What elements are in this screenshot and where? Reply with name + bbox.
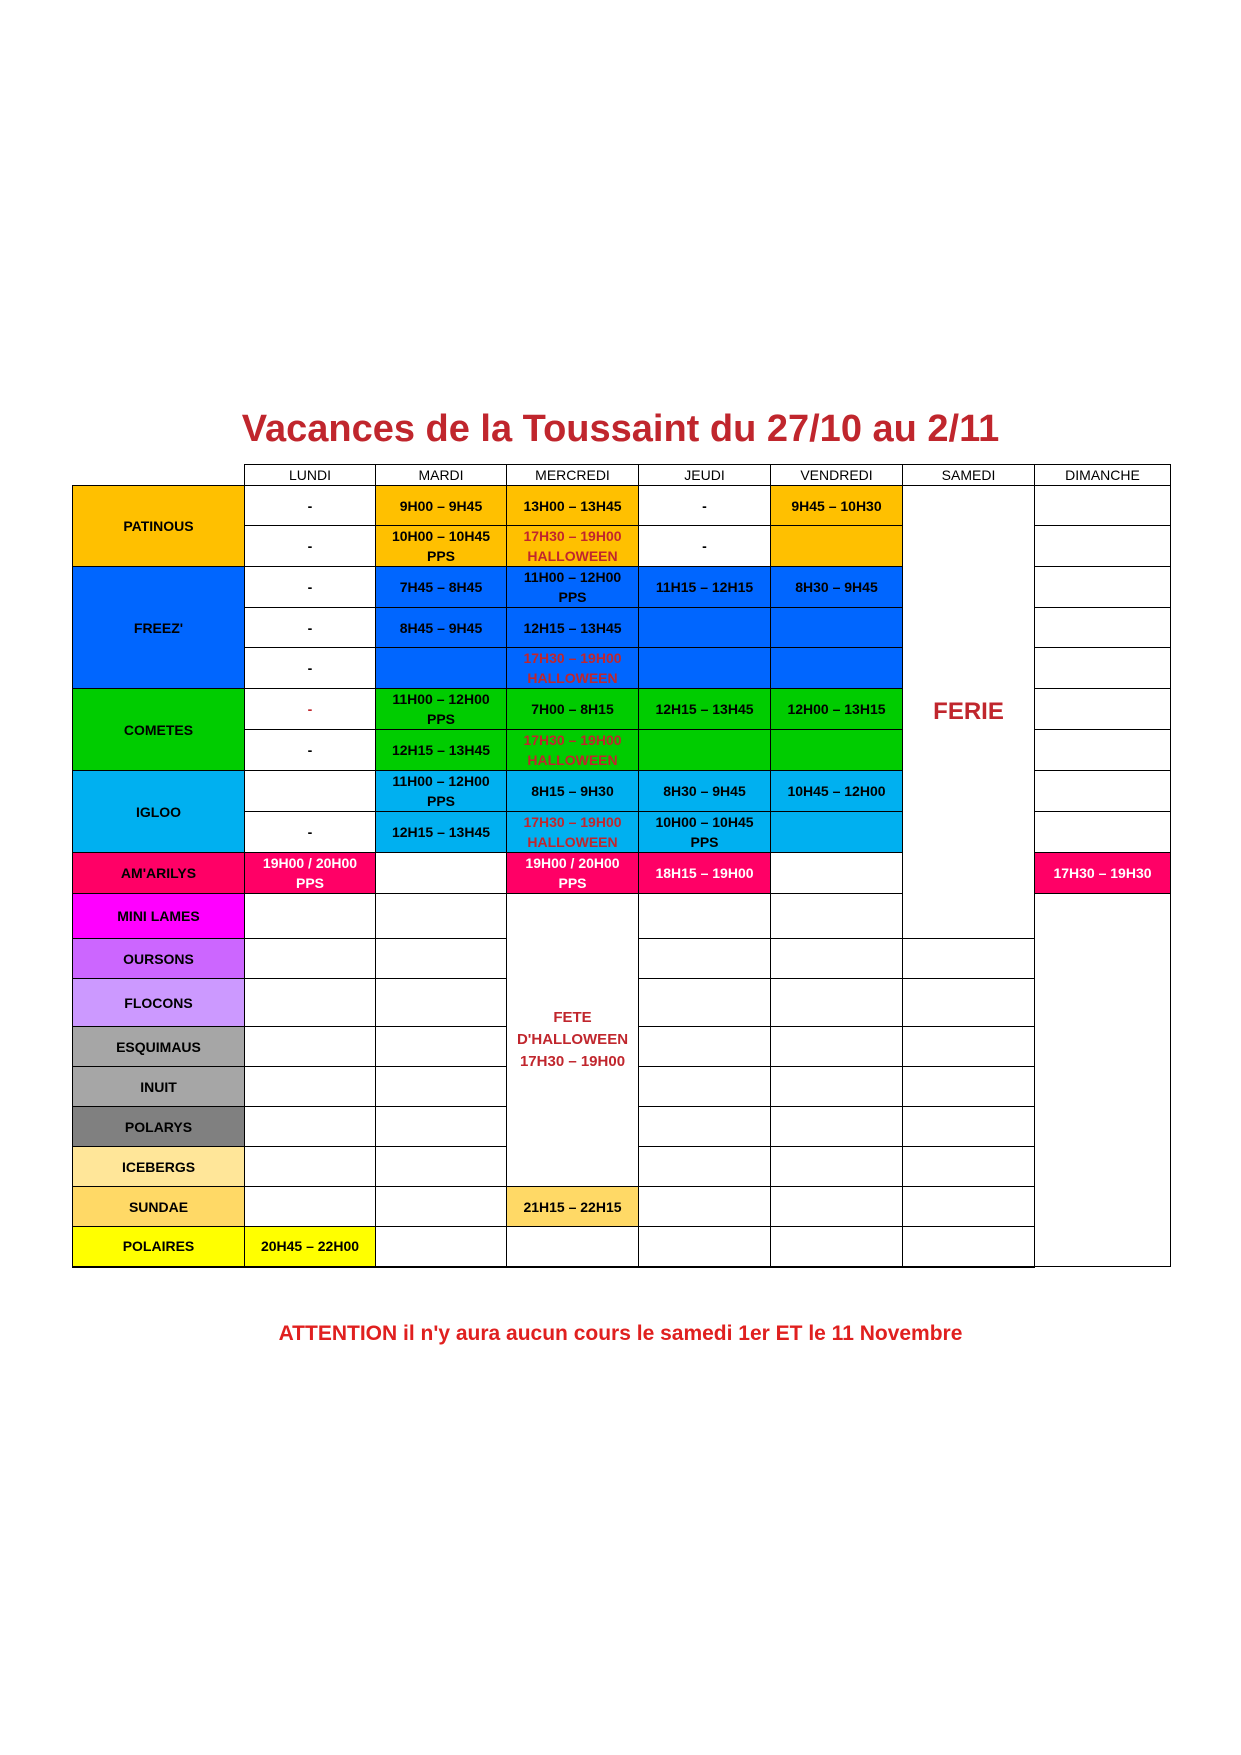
patinous-jeudi-1: - (639, 486, 771, 526)
igloo-mardi-2: 12H15 – 13H45 (376, 812, 507, 853)
igloo-dimanche-1 (1035, 771, 1171, 812)
freez-dimanche-3 (1035, 648, 1171, 689)
igloo-lundi-2: - (245, 812, 376, 853)
freez-jeudi-3 (639, 648, 771, 689)
day-header-vendredi: VENDREDI (771, 465, 903, 486)
polarys-vendredi (771, 1107, 903, 1147)
cometes-lundi-2: - (245, 730, 376, 771)
igloo-vendredi-2 (771, 812, 903, 853)
group-icebergs: ICEBERGS (73, 1147, 245, 1187)
time-line: 17H30 – 19H00 (523, 814, 622, 830)
sundae-jeudi (639, 1187, 771, 1227)
pps-label: PPS (426, 548, 455, 564)
group-flocons: FLOCONS (73, 979, 245, 1027)
polarys-lundi (245, 1107, 376, 1147)
group-inuit: INUIT (73, 1067, 245, 1107)
pps-label: PPS (426, 711, 455, 727)
polarys-jeudi (639, 1107, 771, 1147)
freez-dimanche-2 (1035, 608, 1171, 648)
amarilys-lundi (245, 853, 376, 894)
inuit-lundi (245, 1067, 376, 1107)
freez-lundi-2: - (245, 608, 376, 648)
icebergs-lundi (245, 1147, 376, 1187)
sundae-mardi (376, 1187, 507, 1227)
schedule-table (72, 464, 1171, 1268)
patinous-vendredi-2 (771, 526, 903, 567)
group-igloo: IGLOO (73, 771, 245, 853)
time-line: 11H00 – 12H00 (392, 691, 490, 707)
patinous-mercredi-1: 13H00 – 13H45 (507, 486, 639, 526)
igloo-jeudi-1: 8H30 – 9H45 (639, 771, 771, 812)
igloo-mercredi-2 (507, 812, 639, 853)
time-line: 17H30 – 19H00 (523, 732, 622, 748)
freez-dimanche-1 (1035, 567, 1171, 608)
icebergs-jeudi (639, 1147, 771, 1187)
inuit-jeudi (639, 1067, 771, 1107)
mini-lames-lundi (245, 894, 376, 939)
cometes-mardi-1 (376, 689, 507, 730)
patinous-vendredi-1: 9H45 – 10H30 (771, 486, 903, 526)
samedi-ferie: FERIE (903, 486, 1035, 939)
polaires-jeudi (639, 1227, 771, 1267)
oursons-jeudi (639, 939, 771, 979)
igloo-dimanche-2 (1035, 812, 1171, 853)
esquimaus-jeudi (639, 1027, 771, 1067)
patinous-dimanche-1 (1035, 486, 1171, 526)
polaires-lundi: 20H45 – 22H00 (245, 1227, 376, 1267)
fete-line: D'HALLOWEEN (516, 1031, 629, 1048)
amarilys-jeudi: 18H15 – 19H00 (639, 853, 771, 894)
group-cometes: COMETES (73, 689, 245, 771)
patinous-mardi-1: 9H00 – 9H45 (376, 486, 507, 526)
pps-label: PPS (558, 589, 587, 605)
time-line: 19H00 / 20H00 (525, 855, 620, 871)
group-patinous: PATINOUS (73, 486, 245, 567)
mini-lames-mardi (376, 894, 507, 939)
samedi-lower (1035, 894, 1171, 1267)
day-header-jeudi: JEUDI (639, 465, 771, 486)
esquimaus-vendredi (771, 1027, 903, 1067)
oursons-vendredi (771, 939, 903, 979)
mini-lames-jeudi (639, 894, 771, 939)
group-polarys: POLARYS (73, 1107, 245, 1147)
page-title: Vacances de la Toussaint du 27/10 au 2/11 (241, 408, 1000, 450)
freez-lundi-3: - (245, 648, 376, 689)
inuit-dimanche (903, 1067, 1035, 1107)
polaires-dimanche (903, 1227, 1035, 1267)
sundae-mercredi: 21H15 – 22H15 (507, 1187, 639, 1227)
pps-label: PPS (690, 834, 719, 850)
patinous-jeudi-2: - (639, 526, 771, 567)
cometes-jeudi-1: 12H15 – 13H45 (639, 689, 771, 730)
cometes-dimanche-1 (1035, 689, 1171, 730)
icebergs-vendredi (771, 1147, 903, 1187)
freez-mercredi-3 (507, 648, 639, 689)
day-header-mercredi: MERCREDI (507, 465, 639, 486)
time-line: 11H00 – 12H00 (523, 569, 622, 585)
oursons-mardi (376, 939, 507, 979)
cometes-vendredi-2 (771, 730, 903, 771)
day-header-dimanche: DIMANCHE (1035, 465, 1171, 486)
attention-notice: ATTENTION il n'y aura aucun cours le samedi 1er ET le 11 Novembre (278, 1322, 963, 1345)
fete-time: 17H30 – 19H00 (519, 1053, 626, 1070)
group-polaires: POLAIRES (73, 1227, 245, 1267)
freez-vendredi-3 (771, 648, 903, 689)
fete-line: FETE (553, 1009, 592, 1026)
amarilys-vendredi (771, 853, 903, 894)
freez-mardi-2: 8H45 – 9H45 (376, 608, 507, 648)
amarilys-mardi (376, 853, 507, 894)
group-esquimaus: ESQUIMAUS (73, 1027, 245, 1067)
time-line: 10H00 – 10H45 (391, 528, 491, 544)
flocons-vendredi (771, 979, 903, 1027)
day-header-lundi: LUNDI (245, 465, 376, 486)
esquimaus-lundi (245, 1027, 376, 1067)
flocons-jeudi (639, 979, 771, 1027)
flocons-mardi (376, 979, 507, 1027)
flocons-dimanche (903, 979, 1035, 1027)
pps-label: PPS (295, 875, 324, 891)
halloween-label: HALLOWEEN (527, 670, 618, 686)
polaires-mardi (376, 1227, 507, 1267)
icebergs-mardi (376, 1147, 507, 1187)
freez-mercredi-1 (507, 567, 639, 608)
pps-label: PPS (426, 793, 455, 809)
cometes-dimanche-2 (1035, 730, 1171, 771)
oursons-dimanche (903, 939, 1035, 979)
group-freez: FREEZ' (73, 567, 245, 689)
freez-mardi-3 (376, 648, 507, 689)
freez-jeudi-1: 11H15 – 12H15 (639, 567, 771, 608)
halloween-label: HALLOWEEN (527, 752, 618, 768)
cometes-mercredi-2 (507, 730, 639, 771)
freez-vendredi-2 (771, 608, 903, 648)
cometes-vendredi-1: 12H00 – 13H15 (771, 689, 903, 730)
amarilys-dimanche: 17H30 – 19H30 (1035, 853, 1171, 894)
flocons-lundi (245, 979, 376, 1027)
freez-lundi-1: - (245, 567, 376, 608)
polarys-dimanche (903, 1107, 1035, 1147)
freez-vendredi-1: 8H30 – 9H45 (771, 567, 903, 608)
freez-mercredi-2: 12H15 – 13H45 (507, 608, 639, 648)
patinous-mercredi-2 (507, 526, 639, 567)
igloo-mardi-1 (376, 771, 507, 812)
freez-mardi-1: 7H45 – 8H45 (376, 567, 507, 608)
time-line: 10H00 – 10H45 (655, 814, 754, 830)
time-line: 19H00 / 20H00 (262, 855, 358, 871)
igloo-vendredi-1: 10H45 – 12H00 (771, 771, 903, 812)
inuit-mardi (376, 1067, 507, 1107)
igloo-mercredi-1: 8H15 – 9H30 (507, 771, 639, 812)
esquimaus-mardi (376, 1027, 507, 1067)
icebergs-dimanche (903, 1147, 1035, 1187)
cometes-jeudi-2 (639, 730, 771, 771)
pps-label: PPS (558, 875, 587, 891)
polaires-vendredi (771, 1227, 903, 1267)
group-mini-lames: MINI LAMES (73, 894, 245, 939)
patinous-lundi-1: - (245, 486, 376, 526)
mini-lames-vendredi (771, 894, 903, 939)
patinous-dimanche-2 (1035, 526, 1171, 567)
inuit-vendredi (771, 1067, 903, 1107)
day-header-mardi: MARDI (376, 465, 507, 486)
igloo-jeudi-2 (639, 812, 771, 853)
header-corner (73, 465, 245, 486)
time-line: 17H30 – 19H00 (523, 528, 622, 544)
sundae-vendredi (771, 1187, 903, 1227)
group-oursons: OURSONS (73, 939, 245, 979)
oursons-lundi (245, 939, 376, 979)
polaires-mercredi (507, 1227, 639, 1267)
patinous-mardi-2 (376, 526, 507, 567)
day-header-samedi: SAMEDI (903, 465, 1035, 486)
cometes-lundi-1: - (245, 689, 376, 730)
group-sundae: SUNDAE (73, 1187, 245, 1227)
time-line: 17H30 – 19H00 (523, 650, 622, 666)
igloo-lundi-1 (245, 771, 376, 812)
patinous-lundi-2: - (245, 526, 376, 567)
cometes-mardi-2: 12H15 – 13H45 (376, 730, 507, 771)
sundae-dimanche (903, 1187, 1035, 1227)
group-amarilys: AM'ARILYS (73, 853, 245, 894)
fete-halloween-cell (507, 894, 639, 1187)
amarilys-mercredi (507, 853, 639, 894)
sundae-lundi (245, 1187, 376, 1227)
time-line: 11H00 – 12H00 (392, 773, 490, 789)
esquimaus-dimanche (903, 1027, 1035, 1067)
polarys-mardi (376, 1107, 507, 1147)
cometes-mercredi-1: 7H00 – 8H15 (507, 689, 639, 730)
halloween-label: HALLOWEEN (527, 548, 618, 564)
freez-jeudi-2 (639, 608, 771, 648)
halloween-label: HALLOWEEN (527, 834, 618, 850)
